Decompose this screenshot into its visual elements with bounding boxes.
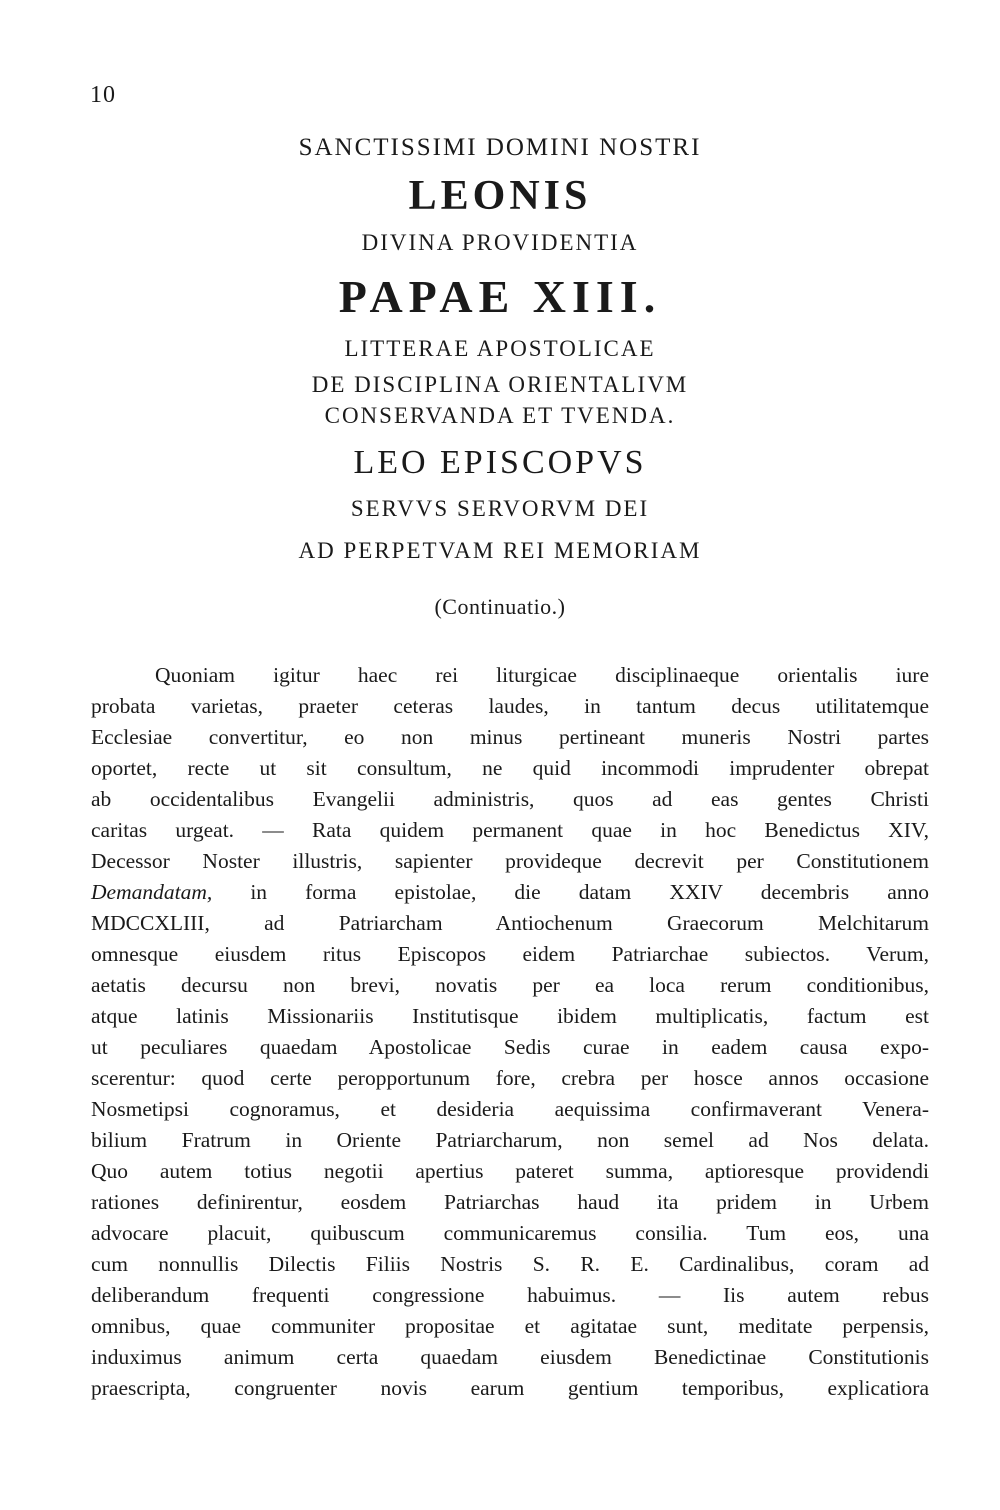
text-line: atque latinis Missionariis Institutisque ibidem multiplicatis, factum est (91, 1004, 929, 1028)
header-episcopus: LEO EPISCOPVS (353, 444, 647, 481)
text-line: ab occidentalibus Evangelii administris, quos ad eas gentes Christi (91, 787, 929, 811)
text-line: Quoniam igitur haec rei liturgicae disciplinaeque orientalis iure (155, 663, 929, 687)
header-pope-title: PAPAE XIII. (338, 271, 662, 322)
text-line: cum nonnullis Dilectis Filiis Nostris S. R. E. Cardinalibus, coram ad (91, 1252, 929, 1276)
header-servus: SERVVS SERVORVM DEI (350, 496, 650, 521)
text-line: probata varietas, praeter ceteras laudes, in tantum decus utilitatemque (91, 694, 929, 718)
continuatio-label: (Continuatio.) (434, 594, 566, 619)
text-line-mixed (91, 877, 929, 908)
text-line: Quo autem totius negotii apertius pateret summa, aptioresque providendi (91, 1159, 929, 1183)
header-subject-line-2: CONSERVANDA ET TVENDA. (324, 403, 676, 428)
page-number: 10 (90, 82, 116, 108)
text-line: omnibus, quae communiter propositae et agitatae sunt, meditate perpensis, (91, 1314, 929, 1338)
text-line: Nosmetipsi cognoramus, et desideria aequissima confirmaverant Venera- (91, 1097, 929, 1121)
text-line: praescripta, congruenter novis earum gentium temporibus, explicatiora (91, 1376, 929, 1400)
text-line: MDCCXLIII, ad Patriarcham Antiochenum Graecorum Melchitarum (91, 911, 929, 935)
header-line-1: SANCTISSIMI DOMINI NOSTRI (298, 134, 702, 161)
header-pope-name: LEONIS (408, 173, 592, 219)
header-memoriam: AD PERPETVAM REI MEMORIAM (298, 538, 702, 563)
italic-title: Demandatam, (91, 880, 213, 904)
text-line: induximus animum certa quaedam eiusdem Benedictinae Constitutionis (91, 1345, 929, 1369)
text-line: oportet, recte ut sit consultum, ne quid incommodi imprudenter obrepat (91, 756, 929, 780)
text-fragment: in forma epistolae, die datam XXIV decembris anno (250, 880, 929, 904)
text-line: bilium Fratrum in Oriente Patriarcharum, non semel ad Nos delata. (91, 1128, 929, 1152)
header-document-type: LITTERAE APOSTOLICAE (344, 336, 656, 361)
text-line: Decessor Noster illustris, sapienter provideque decrevit per Constitutionem (91, 849, 929, 873)
header-subject-line-1: DE DISCIPLINA ORIENTALIVM (311, 372, 689, 397)
text-line: deliberandum frequenti congressione habuimus. — Iis autem rebus (91, 1283, 929, 1307)
text-line: advocare placuit, quibuscum communicaremus consilia. Tum eos, una (91, 1221, 929, 1245)
text-line: scerentur: quod certe peropportunum fore, crebra per hosce annos occasione (91, 1066, 929, 1090)
text-line: rationes definirentur, eosdem Patriarchas haud ita pridem in Urbem (91, 1190, 929, 1214)
text-line: aetatis decursu non brevi, novatis per ea loca rerum conditionibus, (91, 973, 929, 997)
text-line: ut peculiares quaedam Apostolicae Sedis curae in eadem causa expo- (91, 1035, 929, 1059)
body-text (91, 660, 929, 1404)
text-line: omnesque eiusdem ritus Episcopos eidem Patriarchae subiectos. Verum, (91, 942, 929, 966)
text-line: caritas urgeat. — Rata quidem permanent quae in hoc Benedictus XIV, (91, 818, 929, 842)
header-line-3: DIVINA PROVIDENTIA (361, 230, 639, 255)
text-line: Ecclesiae convertitur, eo non minus pertineant muneris Nostri partes (91, 725, 929, 749)
